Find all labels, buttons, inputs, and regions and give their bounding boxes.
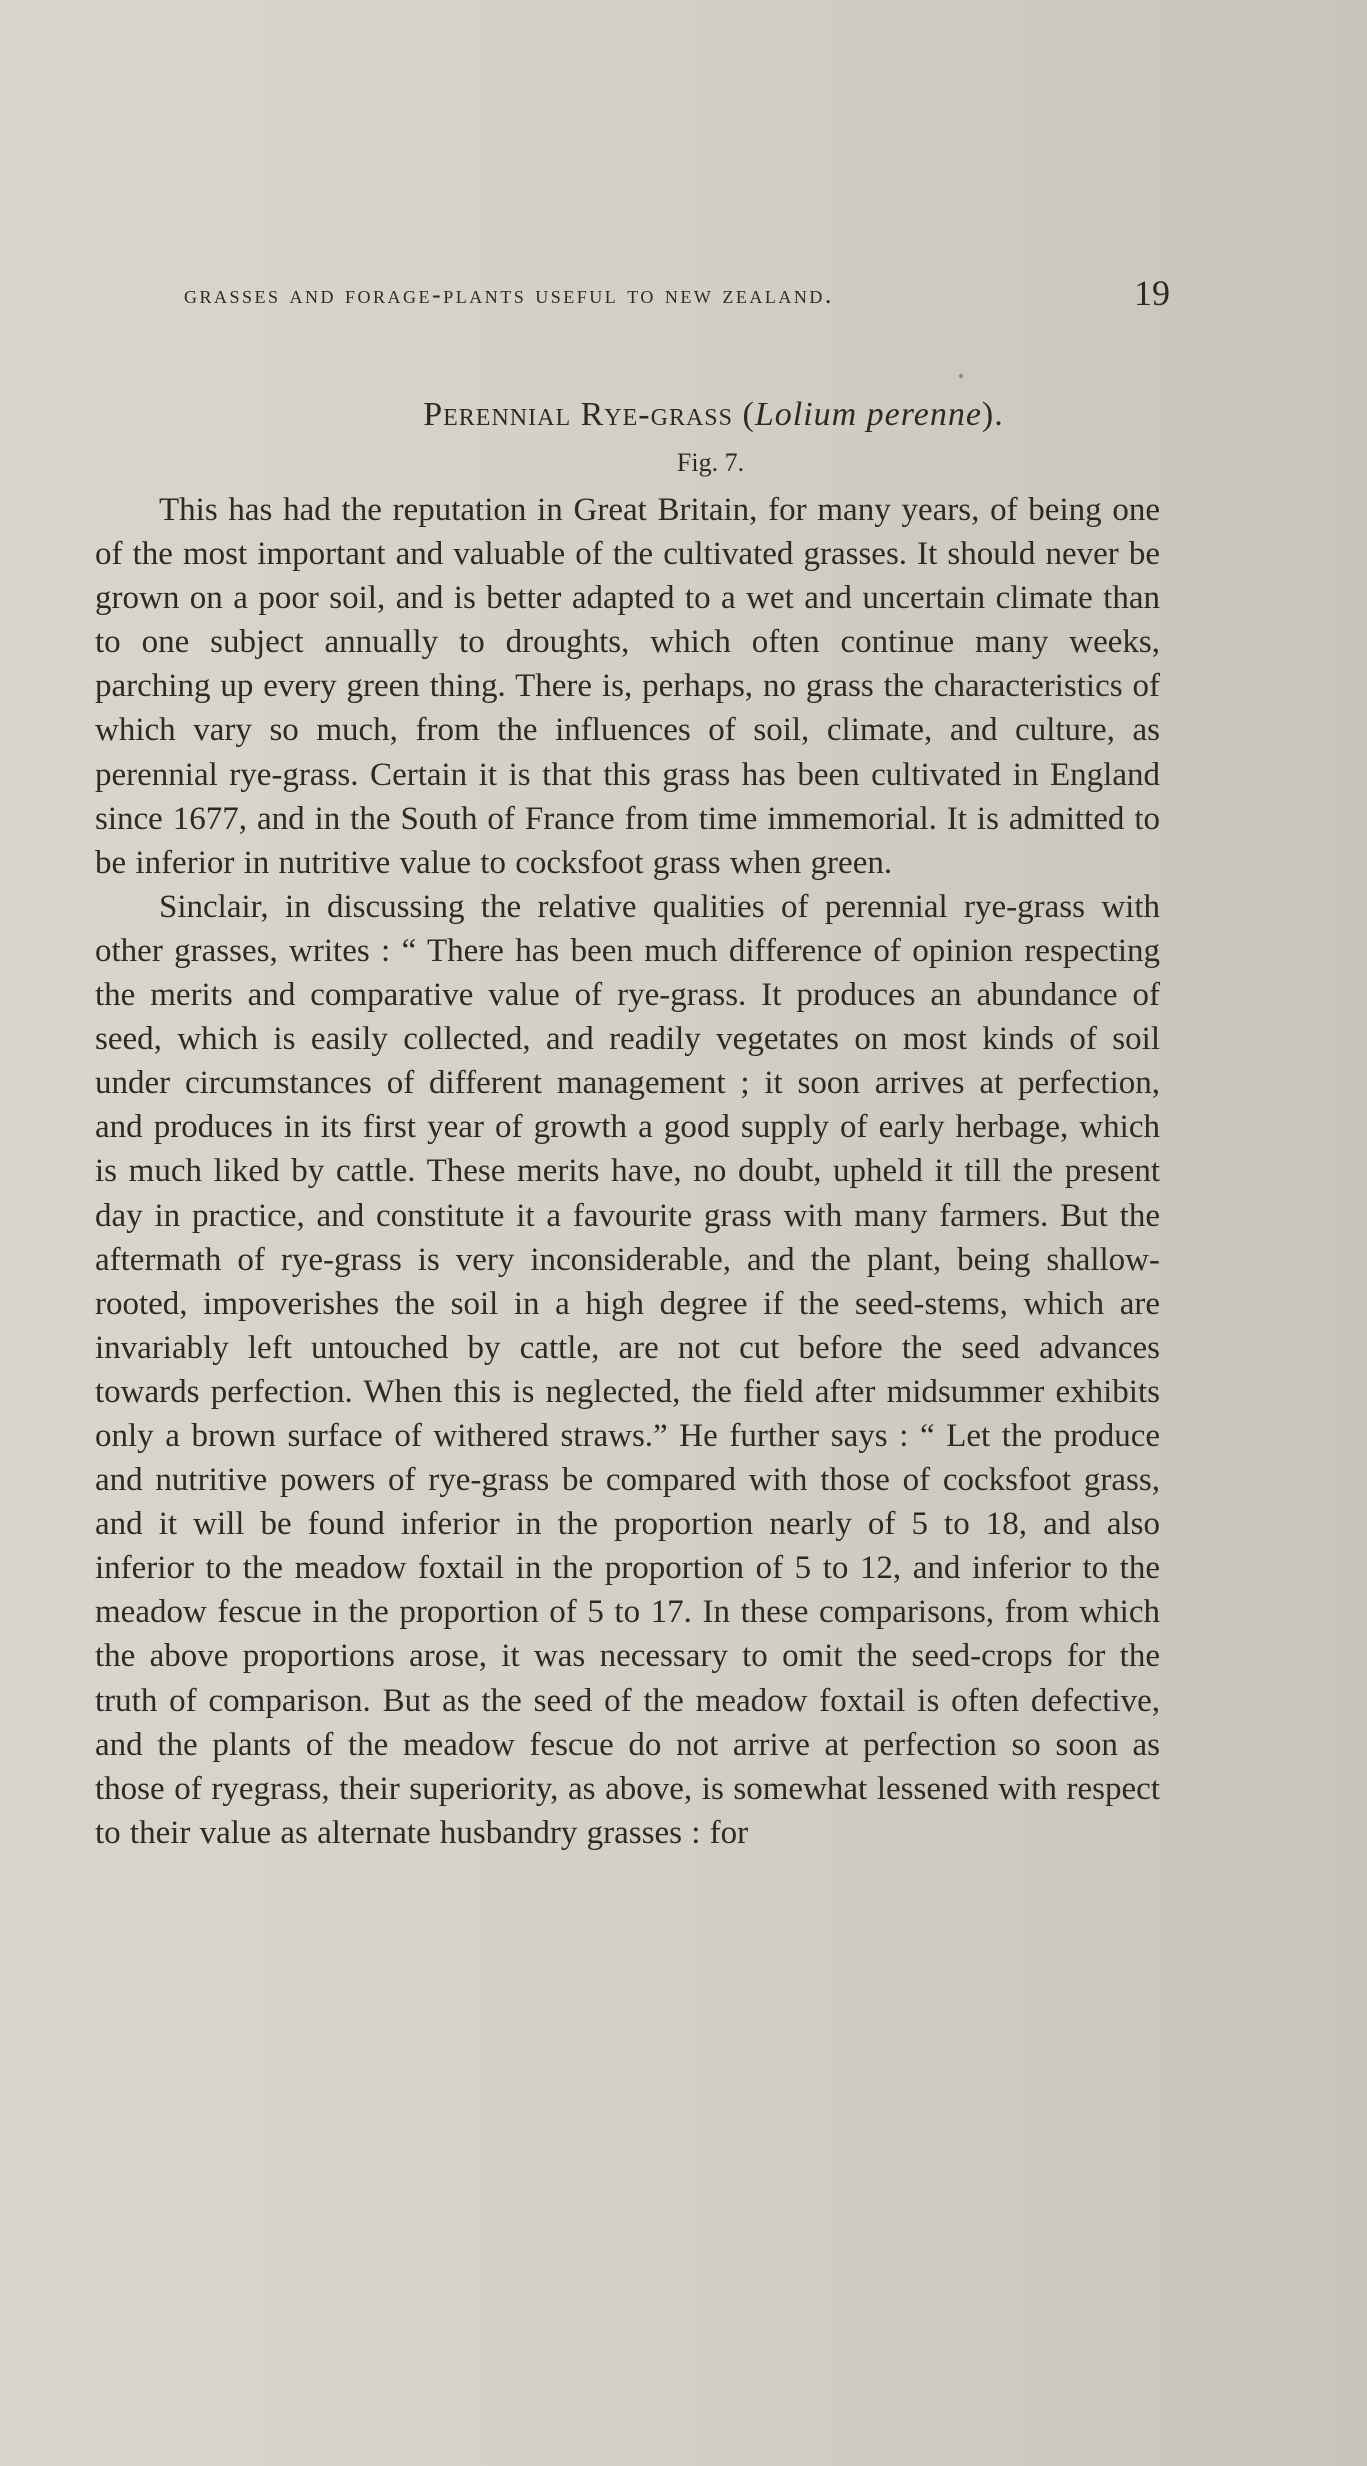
page-number: 19: [1134, 273, 1170, 313]
figure-caption: Fig. 7.: [676, 448, 745, 477]
paragraph: This has had the reputation in Great Britain, for many years, of being one of the most important and valuable of the cultivated grasses. It should never be grown on a poor soil, and is better adapted to a wet and uncertain climate than to one subject annually to droughts, which often continue many weeks, parching up every green thing. There is, perhaps, no grass the characteristics of which vary so much, from the influences of soil, climate, and culture, as perennial rye-grass. Certain it is that this grass has been cultivated in England since 1677, and in the South of France from time immemorial. It is admitted to be inferior in nutritive value to cocksfoot grass when green.: [95, 492, 1160, 881]
heading-close-paren: ).: [981, 396, 1004, 433]
section-heading: [0, 396, 1367, 434]
paper-speck: [959, 374, 963, 378]
section-heading-title: Perennial Rye-grass: [423, 396, 733, 433]
running-head: [180, 272, 1170, 316]
running-head-title: grasses and forage-plants useful to new zealand.: [184, 280, 834, 309]
heading-open-paren: (: [742, 396, 755, 433]
body-text: [95, 488, 1160, 1855]
section-heading-latin-name: Lolium perenne: [754, 396, 982, 433]
paragraph: Sinclair, in discussing the relative qualities of perennial rye-grass with other grasses, writes : “ There has been much difference of opinion respecting the merits and comparative value of rye-grass. It produces an abundance of seed, which is easily collected, and readily vegetates on most kinds of soil under circumstances of different management ; it soon arrives at perfection, and produces in its first year of growth a good supply of early herbage, which is much liked by cattle. These merits have, no doubt, upheld it till the present day in practice, and constitute it a favourite grass with many farmers. But the aftermath of rye-grass is very inconsiderable, and the plant, being shallow-rooted, impoverishes the soil in a high degree if the seed-stems, which are invariably left untouched by cattle, are not cut before the seed advances towards perfection. When this is neglected, the field after midsummer exhibits only a brown surface of withered straws.” He further says : “ Let the produce and nutritive powers of rye-grass be compared with those of cocksfoot grass, and it will be found inferior in the proportion nearly of 5 to 18, and also inferior to the meadow foxtail in the proportion of 5 to 12, and inferior to the meadow fescue in the proportion of 5 to 17. In these comparisons, from which the above proportions arose, it was necessary to omit the seed-crops for the truth of comparison. But as the seed of the meadow foxtail is often defective, and the plants of the meadow fescue do not arrive at perfection so soon as those of ryegrass, their superiority, as above, is somewhat lessened with respect to their value as alternate husbandry grasses : for: [95, 888, 1160, 1851]
